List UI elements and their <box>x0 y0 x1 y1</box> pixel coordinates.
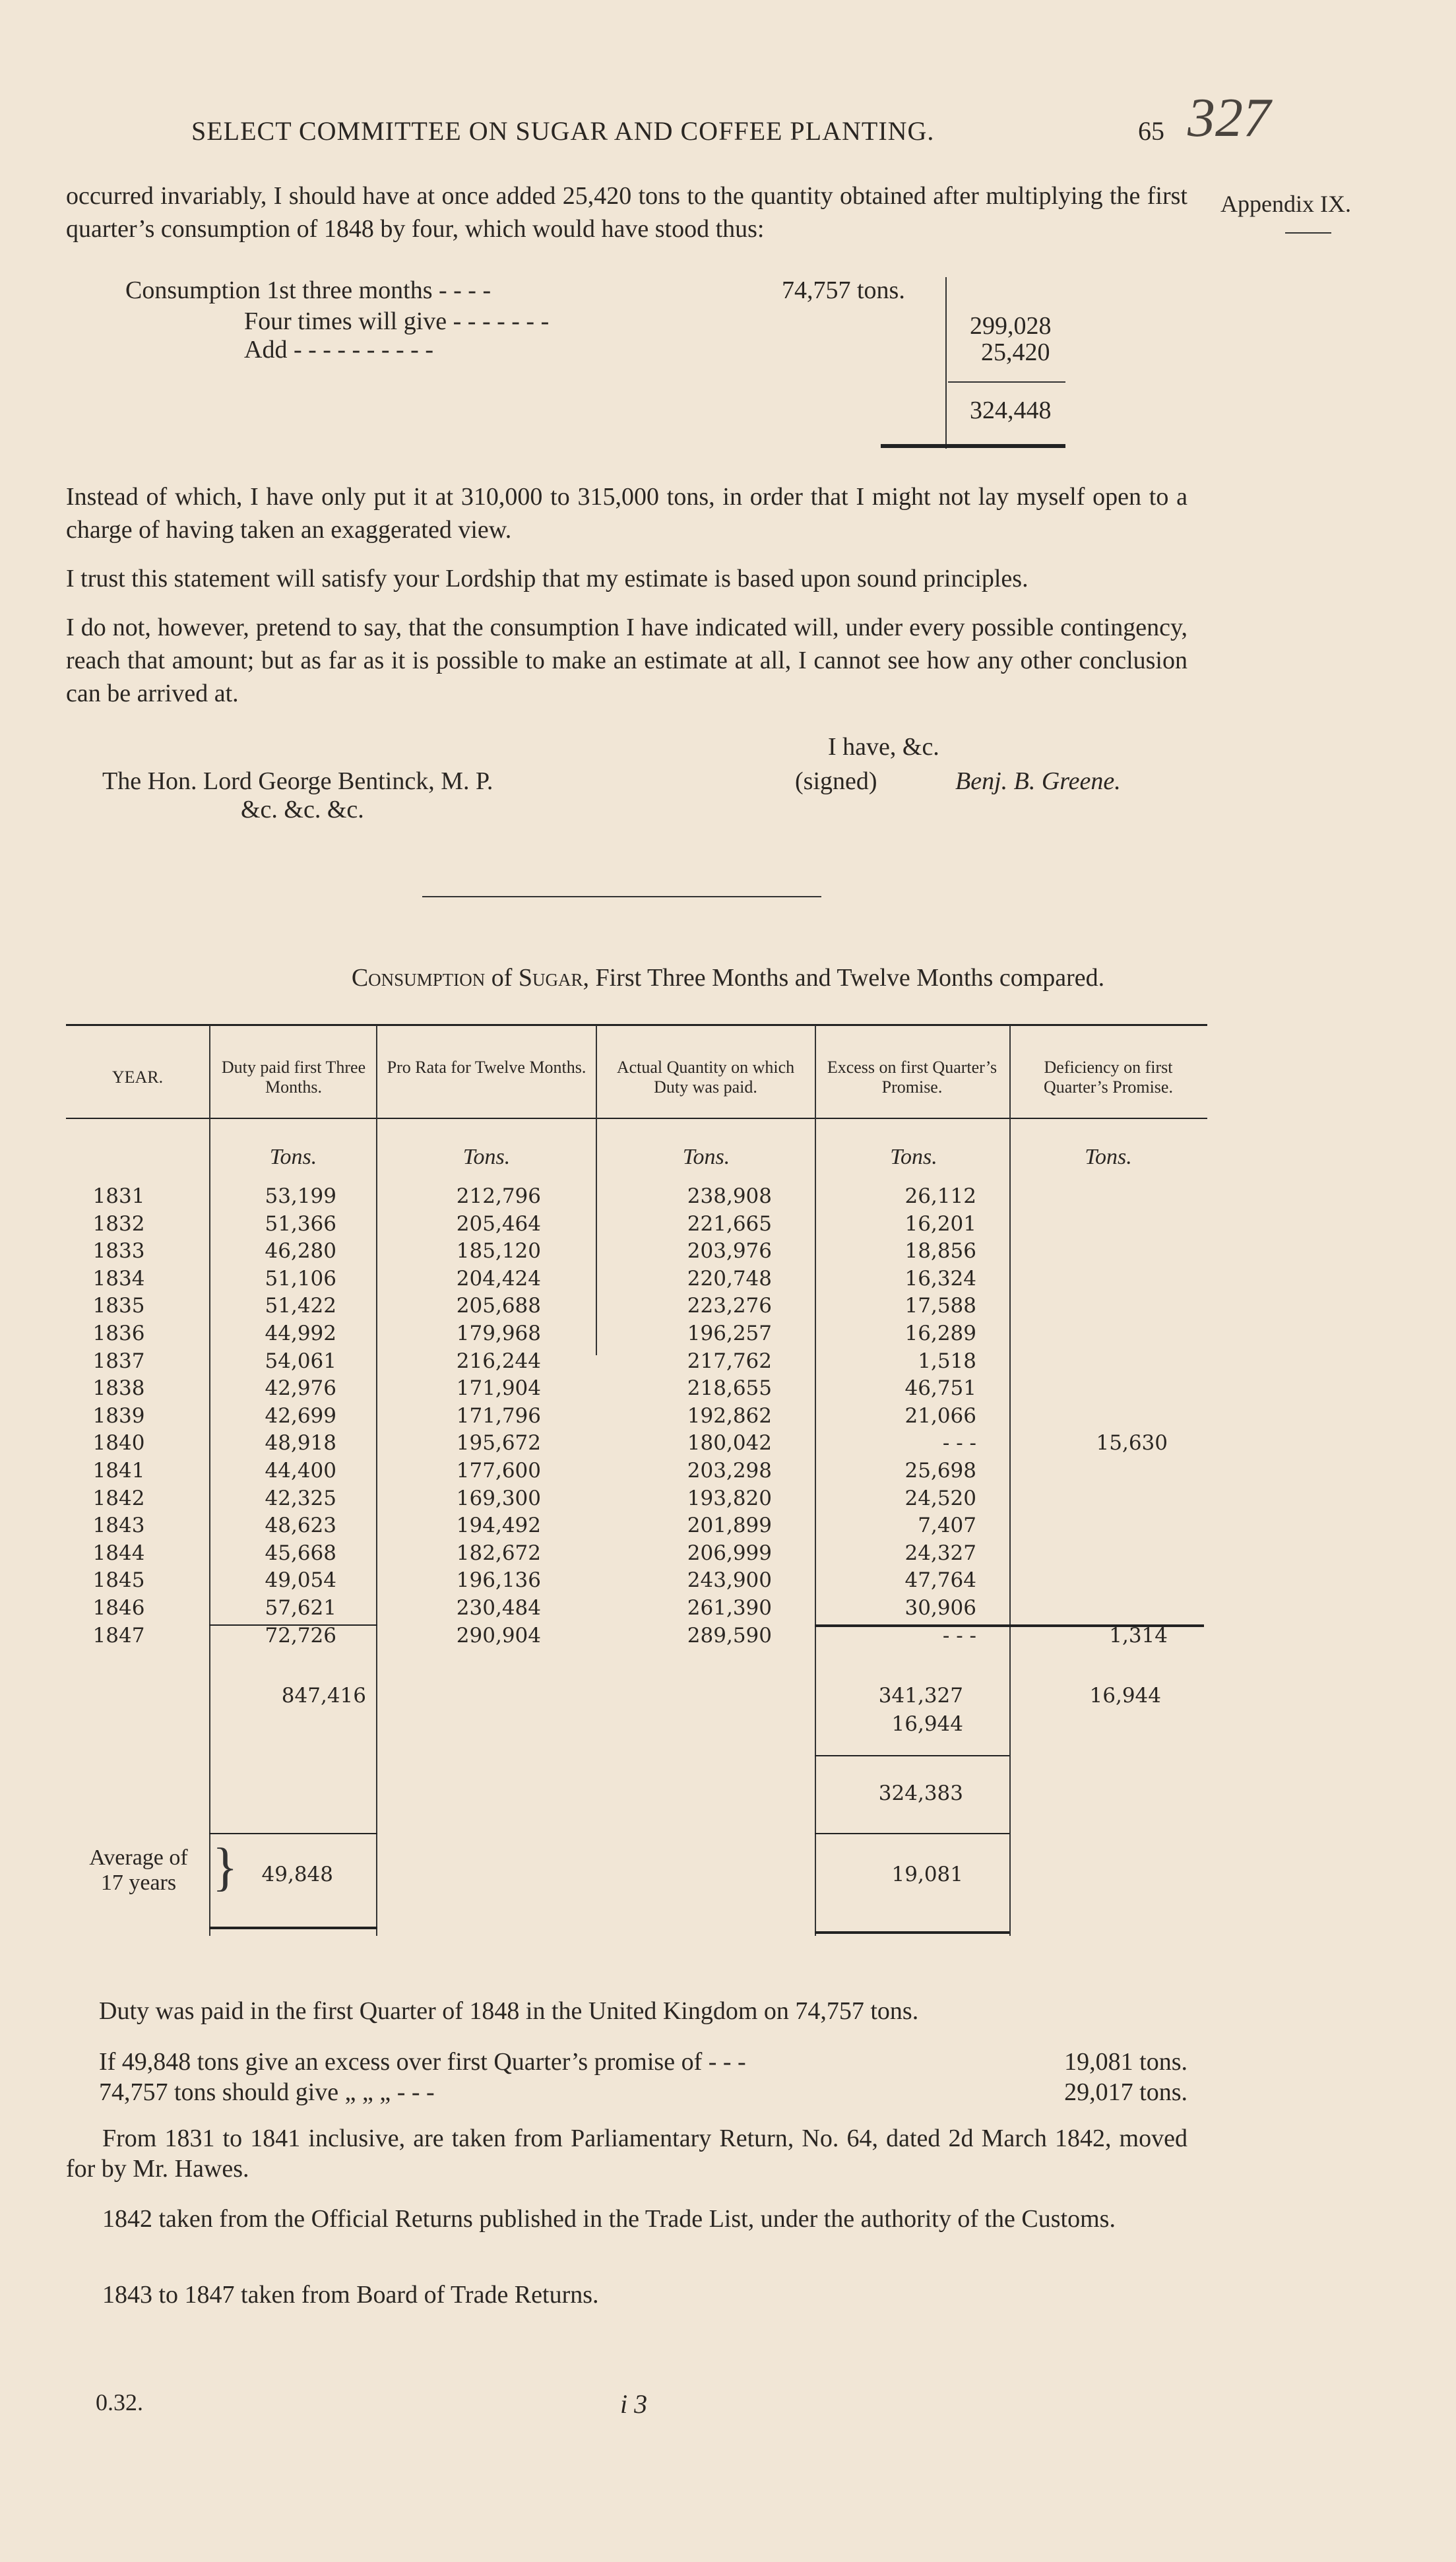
table-caption <box>0 963 1456 992</box>
average-label-line2: 17 years <box>100 1871 177 1895</box>
cell-excess: 17,588 <box>904 1294 976 1318</box>
cell-prorata: 216,244 <box>456 1349 541 1373</box>
calc-row3-value: 25,420 <box>981 338 1050 366</box>
total-duty: 847,416 <box>281 1684 366 1708</box>
calc-total: 324,448 <box>970 397 1052 424</box>
footnote-line3-value: 29,017 tons. <box>1064 2078 1187 2106</box>
cell-excess: 47,764 <box>904 1568 976 1593</box>
intro-paragraph <box>66 179 1187 261</box>
cell-year: 1847 <box>92 1623 145 1648</box>
col-divider-3 <box>596 1025 597 1355</box>
signatory-name: Benj. B. Greene. <box>955 767 1121 795</box>
average-rule-excess <box>815 1833 1009 1834</box>
cell-excess: 7,407 <box>918 1514 976 1538</box>
cell-actual: 180,042 <box>687 1431 772 1456</box>
cell-excess: 24,327 <box>904 1541 976 1565</box>
addressee-etc: &c. &c. &c. <box>241 796 364 823</box>
total-deficiency: 16,944 <box>1089 1684 1161 1708</box>
calc-row1-label: Consumption 1st three months - - - - <box>125 276 491 304</box>
cell-year: 1837 <box>92 1349 145 1373</box>
page-number: 65 <box>1138 116 1164 146</box>
cell-excess: 16,289 <box>904 1322 976 1345</box>
cell-excess: 1,518 <box>918 1349 976 1373</box>
cell-actual: 201,899 <box>687 1514 772 1538</box>
cell-prorata: 205,688 <box>456 1294 541 1318</box>
footnote-line3-label: 74,757 tons should give „ „ „ - - - <box>99 2078 435 2106</box>
brace-icon: } <box>212 1838 238 1896</box>
calc-row3-label: Add - - - - - - - - - - <box>244 336 433 364</box>
col-header-deficiency: Deficiency on first Quarter’s Promise. <box>1044 1058 1173 1097</box>
average-excess: 19,081 <box>891 1863 963 1886</box>
calc-bottom-rule <box>881 444 1065 448</box>
addressee-name: The Hon. Lord George Bentinck, M. P. <box>102 767 493 795</box>
calc-row1-value: 74,757 tons. <box>782 276 905 304</box>
cell-prorata: 212,796 <box>456 1184 541 1208</box>
col-divider-5 <box>1009 1025 1011 1936</box>
cell-excess: 18,856 <box>904 1239 976 1264</box>
closing: I have, &c. <box>828 733 939 761</box>
footnote-line1: Duty was paid in the first Quarter of 1848 in the United Kingdom on 74,757 tons. <box>99 1997 919 2025</box>
cell-prorata: 177,600 <box>456 1459 541 1483</box>
margin-rule <box>1285 232 1331 234</box>
cell-excess: 21,066 <box>904 1403 976 1428</box>
cell-year: 1845 <box>92 1568 145 1593</box>
cell-excess: - - - <box>942 1431 976 1456</box>
calc-divider <box>945 277 947 449</box>
paragraph-2: I trust this statement will satisfy your Lordship that my estimate is based upon sound principles. <box>66 565 1029 592</box>
cell-prorata: 195,672 <box>456 1431 541 1456</box>
calc-row2-label: Four times will give - - - - - - - <box>244 307 550 335</box>
cell-prorata: 196,136 <box>456 1568 541 1593</box>
cell-excess: 30,906 <box>904 1596 976 1620</box>
cell-actual: 206,999 <box>687 1541 772 1565</box>
unit-excess: Tons. <box>890 1145 937 1169</box>
cell-actual: 193,820 <box>687 1486 772 1510</box>
net-excess: 324,383 <box>878 1781 963 1805</box>
cell-actual: 243,900 <box>687 1568 772 1593</box>
cell-duty: 48,623 <box>265 1514 336 1538</box>
caption-rest: , First Three Months and Twelve Months compared. <box>583 964 1105 992</box>
cell-year: 1831 <box>92 1184 145 1208</box>
cell-actual: 261,390 <box>687 1596 772 1620</box>
calc-row2-value: 299,028 <box>970 312 1052 340</box>
cell-actual: 223,276 <box>687 1294 772 1318</box>
less-deficiency: 16,944 <box>891 1712 963 1736</box>
source-note-1: From 1831 to 1841 inclusive, are taken from Parliamentary Return, No. 64, dated 2d March 1842, moved for by Mr. Hawes. <box>66 2125 1187 2183</box>
cell-excess: - - - <box>942 1623 976 1648</box>
col-divider-2 <box>376 1025 377 1936</box>
caption-sugar: Sugar <box>518 964 583 992</box>
unit-prorata: Tons. <box>462 1145 511 1169</box>
cell-year: 1844 <box>92 1541 145 1565</box>
cell-prorata: 171,796 <box>456 1403 541 1428</box>
cell-prorata: 179,968 <box>456 1322 541 1345</box>
unit-actual: Tons. <box>682 1145 730 1169</box>
cell-duty: 72,726 <box>265 1623 336 1648</box>
cell-prorata: 290,904 <box>456 1623 541 1648</box>
col-header-duty: Duty paid first Three Months. <box>221 1058 366 1097</box>
cell-prorata: 194,492 <box>456 1514 541 1538</box>
average-rule-duty <box>209 1833 377 1834</box>
body-paragraphs <box>66 480 1187 726</box>
cell-excess: 16,201 <box>904 1211 976 1236</box>
average-label-line1: Average of <box>89 1845 188 1870</box>
caption-consumption: Consumption <box>351 964 486 992</box>
cell-year: 1836 <box>92 1322 145 1345</box>
cell-prorata: 204,424 <box>456 1266 541 1291</box>
cell-prorata: 185,120 <box>456 1239 541 1264</box>
handwritten-folio-number: 327 <box>1187 87 1271 148</box>
footer-signature-mark: i 3 <box>620 2389 648 2419</box>
cell-actual: 218,655 <box>687 1376 772 1401</box>
cell-duty: 51,366 <box>265 1211 336 1236</box>
cell-excess: 16,324 <box>904 1266 976 1291</box>
cell-duty: 45,668 <box>265 1541 336 1565</box>
cell-duty: 42,699 <box>265 1403 336 1428</box>
average-label <box>73 1845 205 1896</box>
col-divider-1 <box>209 1025 210 1936</box>
caption-of: of <box>491 964 513 992</box>
cell-duty: 54,061 <box>265 1349 336 1373</box>
paragraph-3: I do not, however, pretend to say, that the consumption I have indicated will, under every possible contingency, reach that amount; but as far as it is possible to make an estimate at all, I cannot see how any other conclusion can be arrived at. <box>66 614 1187 707</box>
cell-year: 1839 <box>92 1403 145 1428</box>
bottom-rule-excess <box>815 1931 1009 1934</box>
page-header: SELECT COMMITTEE ON SUGAR AND COFFEE PLANTING. <box>191 116 935 146</box>
cell-deficiency: 15,630 <box>1096 1431 1168 1456</box>
col-header-year: YEAR. <box>111 1068 164 1087</box>
cell-prorata: 205,464 <box>456 1211 541 1236</box>
cell-actual: 289,590 <box>687 1623 772 1648</box>
col-header-actual: Actual Quantity on which Duty was paid. <box>616 1058 795 1097</box>
duty-total-rule <box>209 1624 377 1626</box>
intro-text: occurred invariably, I should have at once added 25,420 tons to the quantity obtained after multiplying the first quarter’s consumption of 1848 by four, which would have stood thus: <box>66 182 1187 243</box>
cell-duty: 44,992 <box>265 1322 336 1345</box>
cell-duty: 51,422 <box>265 1294 336 1318</box>
footnote-line2-label: If 49,848 tons give an excess over first Quarter’s promise of - - - <box>99 2048 746 2076</box>
cell-actual: 217,762 <box>687 1349 772 1373</box>
cell-year: 1843 <box>92 1514 145 1538</box>
average-duty: 49,848 <box>261 1863 333 1886</box>
unit-duty: Tons. <box>269 1145 317 1169</box>
footnote-line2-value: 19,081 tons. <box>1064 2048 1187 2076</box>
cell-prorata: 230,484 <box>456 1596 541 1620</box>
col-divider-4 <box>815 1025 816 1936</box>
cell-duty: 42,976 <box>265 1376 336 1401</box>
cell-year: 1832 <box>92 1211 145 1236</box>
bottom-rule-duty <box>209 1927 377 1929</box>
source-note-3: 1843 to 1847 taken from Board of Trade Returns. <box>102 2281 599 2309</box>
cell-year: 1842 <box>92 1486 145 1510</box>
col-header-excess: Excess on first Quarter’s Promise. <box>827 1058 997 1097</box>
source-note-2: 1842 taken from the Official Returns published in the Trade List, under the authority of the Customs. <box>102 2205 1116 2233</box>
cell-year: 1841 <box>92 1459 145 1483</box>
cell-duty: 46,280 <box>265 1239 336 1264</box>
cell-duty: 51,106 <box>265 1266 336 1291</box>
cell-duty: 53,199 <box>265 1184 336 1208</box>
cell-actual: 196,257 <box>687 1322 772 1345</box>
cell-year: 1835 <box>92 1294 145 1318</box>
cell-actual: 192,862 <box>687 1403 772 1428</box>
cell-year: 1834 <box>92 1266 145 1291</box>
cell-duty: 57,621 <box>265 1596 336 1620</box>
table-header-rule <box>66 1118 1207 1119</box>
cell-duty: 49,054 <box>265 1568 336 1593</box>
cell-prorata: 169,300 <box>456 1486 541 1510</box>
cell-actual: 203,298 <box>687 1459 772 1483</box>
col-header-prorata: Pro Rata for Twelve Months. <box>387 1058 586 1077</box>
cell-actual: 203,976 <box>687 1239 772 1264</box>
unit-deficiency: Tons. <box>1085 1145 1132 1169</box>
cell-prorata: 171,904 <box>456 1376 541 1401</box>
cell-year: 1840 <box>92 1431 145 1456</box>
calc-sum-rule <box>948 381 1065 383</box>
cell-deficiency: 1,314 <box>1109 1623 1168 1648</box>
signed-label: (signed) <box>795 767 877 795</box>
cell-actual: 220,748 <box>687 1266 772 1291</box>
cell-year: 1846 <box>92 1596 145 1620</box>
cell-excess: 26,112 <box>904 1184 976 1208</box>
margin-note: Appendix IX. <box>1220 191 1351 217</box>
cell-actual: 221,665 <box>687 1211 772 1236</box>
cell-excess: 46,751 <box>904 1376 976 1401</box>
table-top-rule <box>66 1024 1207 1026</box>
cell-excess: 25,698 <box>904 1459 976 1483</box>
footer-left: 0.32. <box>96 2389 143 2416</box>
cell-year: 1838 <box>92 1376 145 1401</box>
addressee <box>102 767 493 796</box>
cell-duty: 48,918 <box>265 1431 336 1456</box>
cell-duty: 44,400 <box>265 1459 336 1483</box>
excess-total-rule <box>815 1624 1204 1627</box>
cell-year: 1833 <box>92 1239 145 1264</box>
cell-actual: 238,908 <box>687 1184 772 1208</box>
net-rule <box>815 1755 1009 1756</box>
cell-duty: 42,325 <box>265 1486 336 1510</box>
cell-excess: 24,520 <box>904 1486 976 1510</box>
paragraph-1: Instead of which, I have only put it at 310,000 to 315,000 tons, in order that I might not lay myself open to a charge of having taken an exaggerated view. <box>66 483 1187 544</box>
cell-prorata: 182,672 <box>456 1541 541 1565</box>
section-divider <box>422 896 821 897</box>
total-excess: 341,327 <box>878 1684 963 1708</box>
